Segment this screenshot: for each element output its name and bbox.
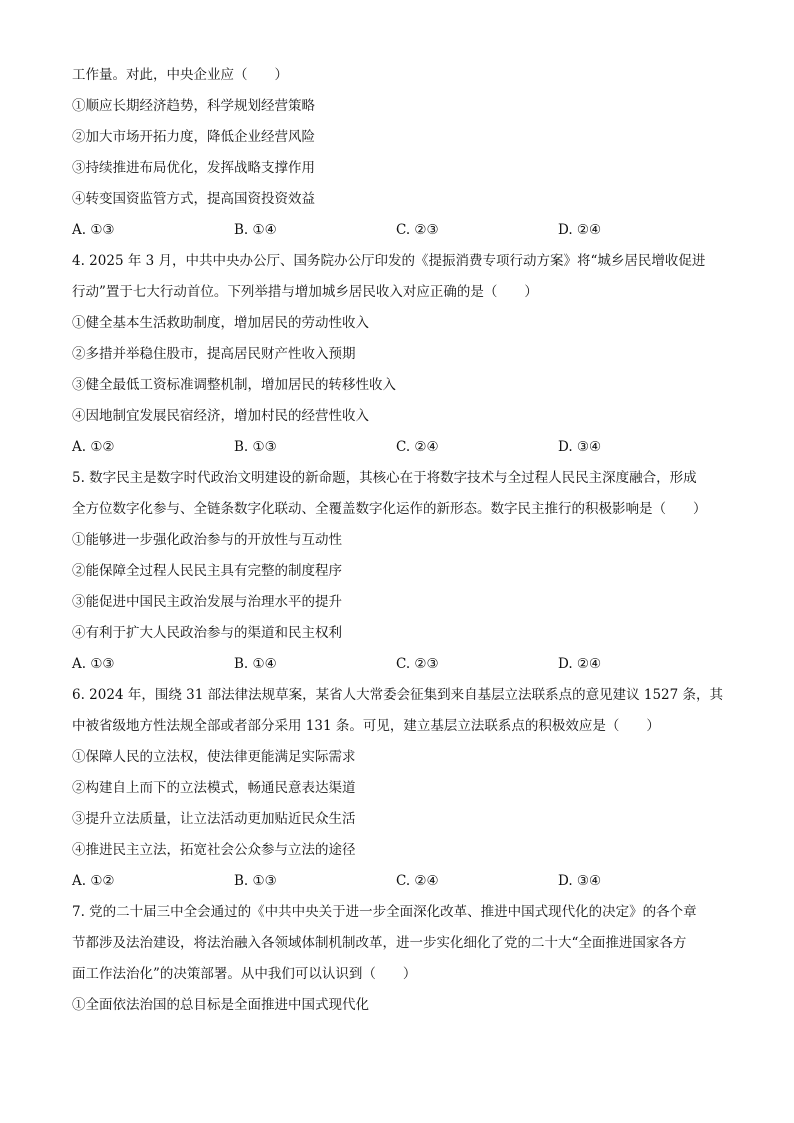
- answer-option: A. ①③: [72, 222, 115, 238]
- text-line: 4. 2025 年 3 月，中共中央办公厅、国务院办公厅印发的《提振消费专项行动方案》将“城乡居民增收促进: [72, 253, 706, 269]
- text-line: ④转变国资监管方式，提高国资投资效益: [72, 191, 315, 207]
- text-line: ①顺应长期经济趋势，科学规划经营策略: [72, 98, 315, 114]
- text-line: ③持续推进布局优化，发挥战略支撑作用: [72, 160, 315, 176]
- text-line: 5. 数字民主是数字时代政治文明建设的新命题，其核心在于将数字技术与全过程人民民主深度融合，形成: [72, 470, 697, 486]
- answer-options: [72, 436, 722, 467]
- text-line: 全方位数字化参与、全链条数字化联动、全覆盖数字化运作的新形态。数字民主推行的积极影响是（ ）: [72, 501, 707, 517]
- answer-option: C. ②③: [396, 656, 439, 672]
- answer-option: B. ①④: [234, 222, 277, 238]
- text-line: 工作量。对此，中央企业应（ ）: [72, 67, 288, 83]
- text-line: 7. 党的二十届三中全会通过的《中共中央关于进一步全面深化改革、推进中国式现代化的决定》的各个章: [72, 904, 697, 920]
- answer-option: B. ①③: [234, 439, 277, 455]
- text-line: ①保障人民的立法权，使法律更能满足实际需求: [72, 749, 356, 765]
- text-line: 节都涉及法治建设，将法治融入各领域体制机制改革，进一步实化细化了党的二十大“全面推进国家各方: [72, 935, 687, 951]
- text-line: ①能够进一步强化政治参与的开放性与互动性: [72, 532, 342, 548]
- answer-option: D. ③④: [558, 439, 602, 455]
- answer-option: B. ①④: [234, 656, 277, 672]
- text-line: ①全面依法治国的总目标是全面推进中国式现代化: [72, 997, 369, 1013]
- answer-option: B. ①③: [234, 873, 277, 889]
- text-line: ④因地制宜发展民宿经济，增加村民的经营性收入: [72, 408, 369, 424]
- answer-option: D. ③④: [558, 873, 602, 889]
- answer-option: D. ②④: [558, 222, 602, 238]
- text-line: ②构建自上而下的立法模式，畅通民意表达渠道: [72, 780, 356, 796]
- answer-options: [72, 219, 722, 250]
- text-line: ③健全最低工资标准调整机制，增加居民的转移性收入: [72, 377, 396, 393]
- answer-option: A. ①②: [72, 873, 115, 889]
- text-line: ①健全基本生活救助制度，增加居民的劳动性收入: [72, 315, 369, 331]
- answer-options: [72, 870, 722, 901]
- text-line: ④有利于扩大人民政治参与的渠道和民主权利: [72, 625, 342, 641]
- text-line: 中被省级地方性法规全部或者部分采用 131 条。可见，建立基层立法联系点的积极效应是（ ）: [72, 718, 660, 734]
- document-page: [72, 64, 722, 1025]
- text-line: ③提升立法质量，让立法活动更加贴近民众生活: [72, 811, 356, 827]
- answer-option: A. ①③: [72, 656, 115, 672]
- text-line: 6. 2024 年，围绕 31 部法律法规草案，某省人大常委会征集到来自基层立法联系点的意见建议 1527 条，其: [72, 687, 724, 703]
- answer-options: [72, 653, 722, 684]
- text-line: 面工作法治化”的决策部署。从中我们可以认识到（ ）: [72, 966, 417, 982]
- answer-option: A. ①②: [72, 439, 115, 455]
- answer-option: D. ②④: [558, 656, 602, 672]
- text-line: 行动”置于七大行动首位。下列举措与增加城乡居民收入对应正确的是（ ）: [72, 284, 538, 300]
- text-line: ②加大市场开拓力度，降低企业经营风险: [72, 129, 315, 145]
- answer-option: C. ②③: [396, 222, 439, 238]
- answer-option: C. ②④: [396, 439, 439, 455]
- text-line: ②多措并举稳住股市，提高居民财产性收入预期: [72, 346, 356, 362]
- text-line: ③能促进中国民主政治发展与治理水平的提升: [72, 594, 342, 610]
- text-line: ②能保障全过程人民民主具有完整的制度程序: [72, 563, 342, 579]
- text-line: ④推进民主立法，拓宽社会公众参与立法的途径: [72, 842, 356, 858]
- answer-option: C. ②④: [396, 873, 439, 889]
